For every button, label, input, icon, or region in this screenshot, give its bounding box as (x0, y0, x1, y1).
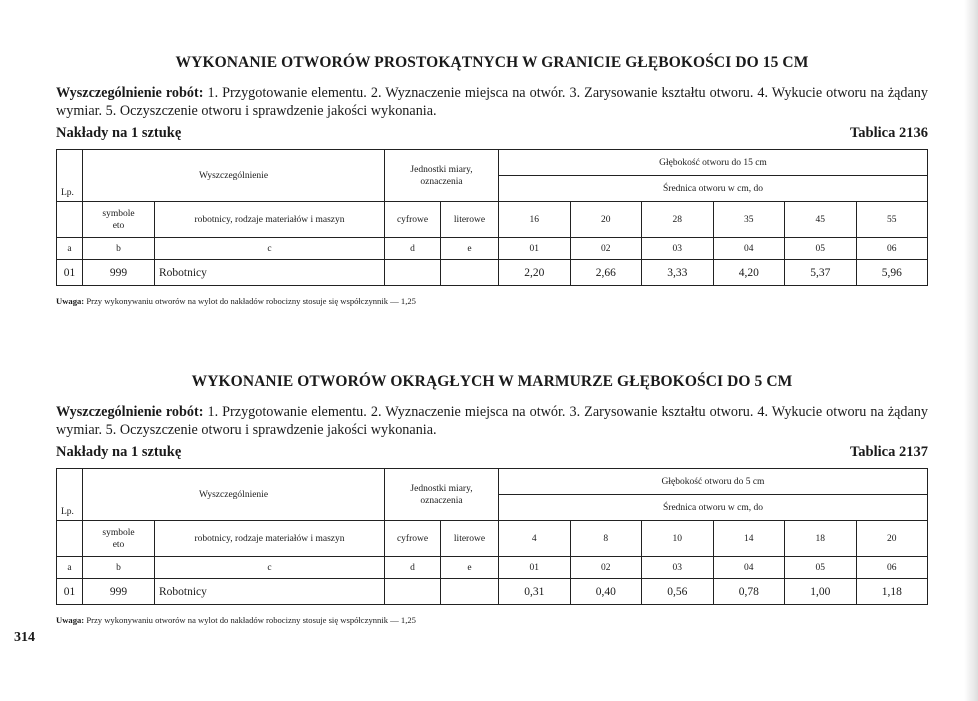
header-lp-blank (57, 521, 83, 557)
row-name: Robotnicy (155, 260, 385, 286)
description-text: 1. Przygotowanie elementu. 2. Wyznaczenie miejsca na otwór. 3. Zarysowanie kształtu otworu. 4. Wykucie otworu na żądany wymiar. 5. Oczyszczenie otworu i sprawdzenie jakości wykonania. (56, 85, 928, 119)
row-lp: 01 (57, 579, 83, 605)
col-code: 01 (499, 557, 571, 579)
description-label: Wyszczególnienie robót: (56, 404, 204, 420)
table-caption-row (56, 444, 928, 462)
letter-b: b (83, 238, 155, 260)
header-cyfrowe: cyfrowe (385, 521, 441, 557)
dim-col: 8 (570, 521, 642, 557)
dim-col: 28 (642, 202, 714, 238)
header-symbole: symbole eto (83, 521, 155, 557)
col-code: 01 (499, 238, 571, 260)
header-srednica: Średnica otworu w cm, do (499, 176, 928, 202)
section-title: WYKONANIE OTWORÓW PROSTOKĄTNYCH W GRANICIE GŁĘBOKOŚCI DO 15 CM (175, 54, 809, 71)
row-value: 4,20 (713, 260, 785, 286)
header-lp: Lp. (57, 150, 83, 202)
row-name: Robotnicy (155, 579, 385, 605)
dim-col: 16 (499, 202, 571, 238)
row-literowe (441, 260, 499, 286)
col-code: 03 (642, 238, 714, 260)
section-2137 (56, 373, 928, 625)
col-code: 02 (570, 557, 642, 579)
dim-col: 45 (785, 202, 857, 238)
col-code: 06 (856, 238, 928, 260)
description-text: 1. Przygotowanie elementu. 2. Wyznaczenie miejsca na otwór. 3. Zarysowanie kształtu otworu. 4. Wykucie otworu na żądany wymiar. 5. Oczyszczenie otworu i sprawdzenie jakości wykonania. (56, 404, 928, 438)
naklady-label: Nakłady na 1 sztukę (56, 125, 182, 141)
dim-col: 35 (713, 202, 785, 238)
section-title: WYKONANIE OTWORÓW OKRĄGŁYCH W MARMURZE GŁĘBOKOŚCI DO 5 CM (191, 373, 793, 390)
table-row (57, 260, 928, 286)
naklady-label: Nakłady na 1 sztukę (56, 444, 182, 460)
header-literowe: literowe (441, 521, 499, 557)
row-value: 5,96 (856, 260, 928, 286)
letter-e: e (441, 557, 499, 579)
table-caption-row (56, 125, 928, 143)
works-description (56, 403, 928, 439)
table-row (57, 579, 928, 605)
letter-d: d (385, 557, 441, 579)
col-code: 03 (642, 557, 714, 579)
letter-c: c (155, 557, 385, 579)
dim-col: 4 (499, 521, 571, 557)
col-code: 06 (856, 557, 928, 579)
note (56, 296, 928, 306)
norms-table (56, 468, 928, 605)
header-lp: Lp. (57, 469, 83, 521)
row-literowe (441, 579, 499, 605)
letter-a: a (57, 238, 83, 260)
row-value: 5,37 (785, 260, 857, 286)
note-label: Uwaga: (56, 615, 85, 625)
col-code: 02 (570, 238, 642, 260)
header-robotnicy-col: robotnicy, rodzaje materiałów i maszyn (155, 521, 385, 557)
header-srednica: Średnica otworu w cm, do (499, 495, 928, 521)
row-value: 1,00 (785, 579, 857, 605)
dim-col: 14 (713, 521, 785, 557)
dim-col: 18 (785, 521, 857, 557)
letter-d: d (385, 238, 441, 260)
row-cyfrowe (385, 579, 441, 605)
tablica-number: Tablica 2136 (849, 125, 928, 141)
col-code: 05 (785, 557, 857, 579)
header-lp-blank (57, 202, 83, 238)
col-code: 04 (713, 557, 785, 579)
header-glebokosc: Głębokość otworu do 5 cm (499, 469, 928, 495)
header-jednostki: Jednostki miary, oznaczenia (385, 150, 499, 202)
col-code: 04 (713, 238, 785, 260)
note-text: Przy wykonywaniu otworów na wylot do nakładów robocizny stosuje się współczynnik — 1,25 (86, 615, 416, 625)
header-robotnicy-col: robotnicy, rodzaje materiałów i maszyn (155, 202, 385, 238)
dim-col: 20 (856, 521, 928, 557)
col-code: 05 (785, 238, 857, 260)
row-cyfrowe (385, 260, 441, 286)
letter-b: b (83, 557, 155, 579)
row-value: 0,40 (570, 579, 642, 605)
note-label: Uwaga: (56, 296, 85, 306)
row-value: 0,56 (642, 579, 714, 605)
note-text: Przy wykonywaniu otworów na wylot do nakładów robocizny stosuje się współczynnik — 1,25 (86, 296, 416, 306)
dim-col: 10 (642, 521, 714, 557)
row-lp: 01 (57, 260, 83, 286)
dim-col: 55 (856, 202, 928, 238)
row-value: 0,31 (499, 579, 571, 605)
norms-table (56, 149, 928, 286)
row-symbol: 999 (83, 579, 155, 605)
description-label: Wyszczególnienie robót: (56, 85, 204, 101)
row-symbol: 999 (83, 260, 155, 286)
header-wyszczegolnienie: Wyszczególnienie (83, 150, 385, 202)
row-value: 0,78 (713, 579, 785, 605)
header-symbole: symbole eto (83, 202, 155, 238)
row-value: 2,20 (499, 260, 571, 286)
dim-col: 20 (570, 202, 642, 238)
row-value: 2,66 (570, 260, 642, 286)
letter-c: c (155, 238, 385, 260)
letter-e: e (441, 238, 499, 260)
letter-a: a (57, 557, 83, 579)
header-literowe: literowe (441, 202, 499, 238)
header-wyszczegolnienie: Wyszczególnienie (83, 469, 385, 521)
section-2136 (56, 54, 928, 306)
row-value: 1,18 (856, 579, 928, 605)
page-number: 314 (14, 630, 35, 645)
tablica-number: Tablica 2137 (849, 444, 928, 460)
note (56, 615, 928, 625)
header-cyfrowe: cyfrowe (385, 202, 441, 238)
works-description (56, 84, 928, 120)
page-edge-shadow (964, 0, 978, 701)
row-value: 3,33 (642, 260, 714, 286)
header-jednostki: Jednostki miary, oznaczenia (385, 469, 499, 521)
header-glebokosc: Głębokość otworu do 15 cm (499, 150, 928, 176)
